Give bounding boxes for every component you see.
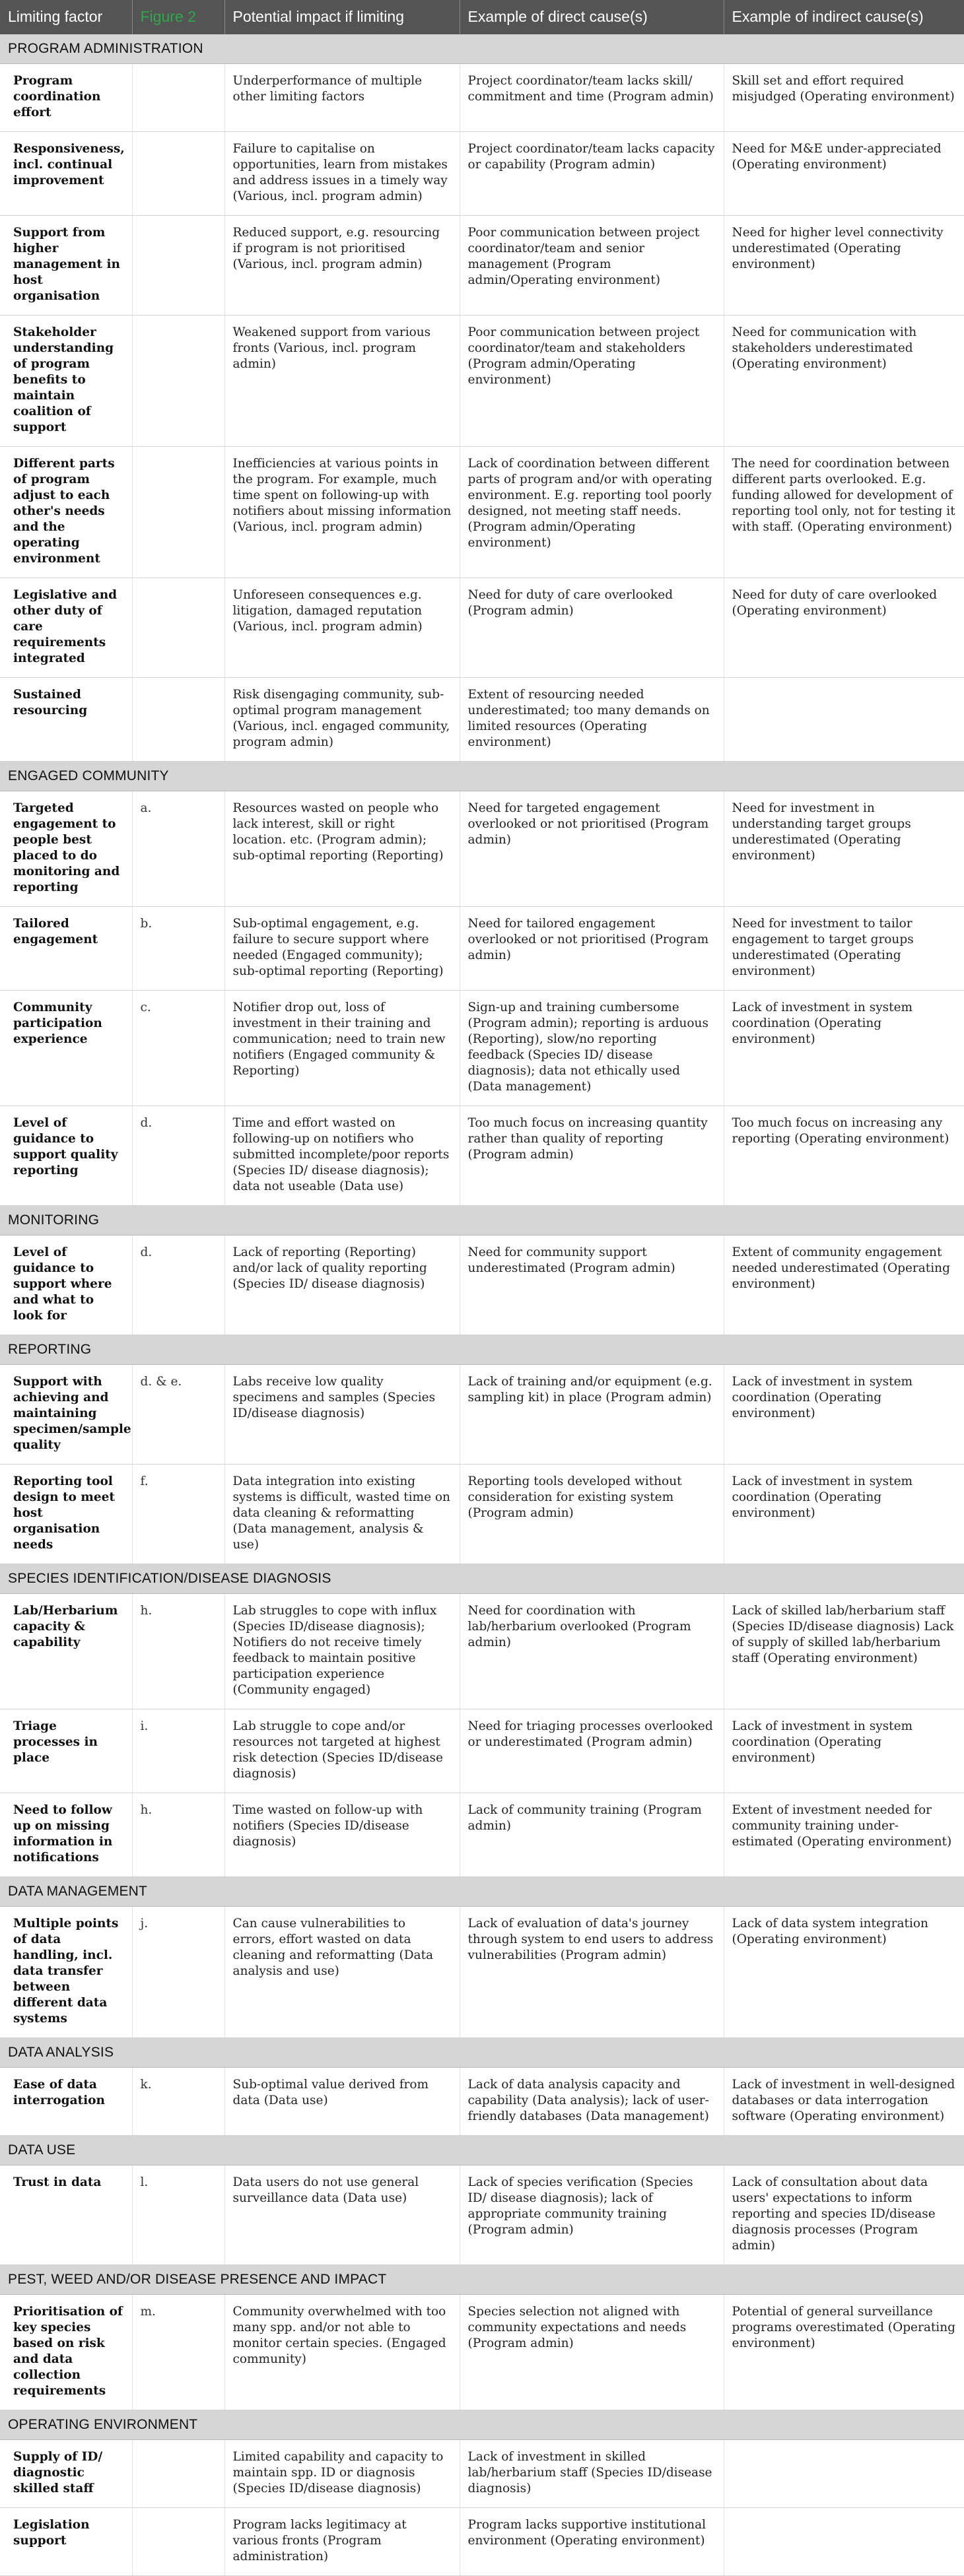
limiting-factor-cell: Program coordination effort (0, 64, 132, 132)
direct-cause-cell: Poor communication between project coordinator/team and senior management (Program admin/Operating environment) (460, 216, 724, 315)
direct-cause-cell: Lack of data analysis capacity and capability (Data analysis); lack of user-friendly databases (Data management) (460, 2068, 724, 2136)
table-row (0, 2165, 964, 2265)
figure-ref-cell: d. (132, 1106, 224, 1206)
impact-cell: Labs receive low quality specimens and samples (Species ID/disease diagnosis) (224, 1365, 460, 1465)
table-row (0, 1236, 964, 1335)
indirect-cause-cell: Lack of investment in system coordination (Operating environment) (724, 1465, 964, 1564)
limiting-factor-cell: Support from higher management in host organisation (0, 216, 132, 315)
figure-ref-cell: d. (132, 1236, 224, 1335)
impact-cell: Resources wasted on people who lack interest, skill or right location. etc. (Program admin); sub-optimal reporting (Reporting) (224, 791, 460, 907)
limiting-factor-cell: Legislation support (0, 2508, 132, 2576)
impact-cell: Lab struggle to cope and/or resources not targeted at highest risk detection (Species ID/disease diagnosis) (224, 1709, 460, 1793)
direct-cause-cell: Lack of community training (Program admin) (460, 1793, 724, 1877)
section-row (0, 34, 964, 64)
limiting-factor-cell: Targeted engagement to people best placed to do monitoring and reporting (0, 791, 132, 907)
header-row (0, 0, 964, 34)
indirect-cause-cell (724, 2508, 964, 2576)
direct-cause-cell: Project coordinator/team lacks skill/ commitment and time (Program admin) (460, 64, 724, 132)
table-row (0, 578, 964, 678)
header-figure-link[interactable]: Figure 2 (132, 0, 224, 34)
limiting-factor-cell: Supply of ID/ diagnostic skilled staff (0, 2440, 132, 2508)
limiting-factor-cell: Level of guidance to support quality reporting (0, 1106, 132, 1206)
figure-ref-cell (132, 578, 224, 678)
section-title: DATA MANAGEMENT (0, 1877, 964, 1907)
section-row (0, 1877, 964, 1907)
limiting-factor-cell: Legislative and other duty of care requirements integrated (0, 578, 132, 678)
impact-cell: Inefficiencies at various points in the program. For example, much time spent on following-up with notifiers about missing information (Various, incl. program admin) (224, 447, 460, 578)
table-row (0, 1594, 964, 1709)
section-title: PROGRAM ADMINISTRATION (0, 34, 964, 64)
table-row (0, 791, 964, 907)
direct-cause-cell: Species selection not aligned with community expectations and needs (Program admin) (460, 2295, 724, 2410)
table-row (0, 447, 964, 578)
figure-ref-cell: h. (132, 1793, 224, 1877)
figure-ref-cell (132, 2508, 224, 2576)
table-row (0, 315, 964, 447)
table-row (0, 2440, 964, 2508)
figure-ref-cell (132, 678, 224, 762)
impact-cell: Limited capability and capacity to maintain spp. ID or diagnosis (Species ID/disease diagnosis) (224, 2440, 460, 2508)
indirect-cause-cell: Lack of investment in well-designed databases or data interrogation software (Operating environment) (724, 2068, 964, 2136)
indirect-cause-cell: Need for duty of care overlooked (Operating environment) (724, 578, 964, 678)
indirect-cause-cell: Extent of community engagement needed underestimated (Operating environment) (724, 1236, 964, 1335)
section-row (0, 2265, 964, 2295)
direct-cause-cell: Extent of resourcing needed underestimated; too many demands on limited resources (Operating environment) (460, 678, 724, 762)
impact-cell: Can cause vulnerabilities to errors, effort wasted on data cleaning and reformatting (Data analysis and use) (224, 1907, 460, 2038)
header-direct-cause: Example of direct cause(s) (460, 0, 724, 34)
limiting-factor-cell: Reporting tool design to meet host organisation needs (0, 1465, 132, 1564)
limiting-factor-cell: Different parts of program adjust to each other's needs and the operating environment (0, 447, 132, 578)
direct-cause-cell: Need for tailored engagement overlooked or not prioritised (Program admin) (460, 907, 724, 991)
figure-ref-cell (132, 216, 224, 315)
section-title: PEST, WEED AND/OR DISEASE PRESENCE AND IMPACT (0, 2265, 964, 2295)
figure-ref-cell: h. (132, 1594, 224, 1709)
direct-cause-cell: Lack of coordination between different parts of program and/or with operating environment. E.g. reporting tool poorly designed, not meeting staff needs. (Program admin/Operating environment) (460, 447, 724, 578)
limiting-factor-cell: Responsiveness, incl. continual improvement (0, 132, 132, 216)
direct-cause-cell: Lack of species verification (Species ID/ disease diagnosis); lack of appropriate community training (Program admin) (460, 2165, 724, 2265)
table-body (0, 34, 964, 2576)
header-indirect-cause: Example of indirect cause(s) (724, 0, 964, 34)
indirect-cause-cell: Extent of investment needed for community training under-estimated (Operating environment) (724, 1793, 964, 1877)
limiting-factor-cell: Multiple points of data handling, incl. data transfer between different data systems (0, 1907, 132, 2038)
table-row (0, 1365, 964, 1465)
section-row (0, 762, 964, 791)
figure-ref-cell (132, 2440, 224, 2508)
section-row (0, 1564, 964, 1594)
section-title: ENGAGED COMMUNITY (0, 762, 964, 791)
direct-cause-cell: Lack of training and/or equipment (e.g. sampling kit) in place (Program admin) (460, 1365, 724, 1465)
impact-cell: Weakened support from various fronts (Various, incl. program admin) (224, 315, 460, 447)
limiting-factor-cell: Sustained resourcing (0, 678, 132, 762)
limiting-factor-cell: Level of guidance to support where and what to look for (0, 1236, 132, 1335)
table-row (0, 2068, 964, 2136)
section-title: SPECIES IDENTIFICATION/DISEASE DIAGNOSIS (0, 1564, 964, 1594)
indirect-cause-cell: Lack of investment in system coordination (Operating environment) (724, 991, 964, 1106)
section-row (0, 1335, 964, 1365)
section-title: DATA USE (0, 2136, 964, 2165)
table-header (0, 0, 964, 34)
limiting-factor-cell: Triage processes in place (0, 1709, 132, 1793)
table-row (0, 2295, 964, 2410)
section-row (0, 2136, 964, 2165)
direct-cause-cell: Need for targeted engagement overlooked or not prioritised (Program admin) (460, 791, 724, 907)
table-row (0, 216, 964, 315)
figure-ref-cell: m. (132, 2295, 224, 2410)
limiting-factor-cell: Stakeholder understanding of program benefits to maintain coalition of support (0, 315, 132, 447)
limiting-factor-cell: Support with achieving and maintaining specimen/sample quality (0, 1365, 132, 1465)
direct-cause-cell: Project coordinator/team lacks capacity or capability (Program admin) (460, 132, 724, 216)
limiting-factor-cell: Need to follow up on missing information in notifications (0, 1793, 132, 1877)
figure-ref-cell: a. (132, 791, 224, 907)
impact-cell: Failure to capitalise on opportunities, learn from mistakes and address issues in a timely way (Various, incl. program admin) (224, 132, 460, 216)
direct-cause-cell: Too much focus on increasing quantity rather than quality of reporting (Program admin) (460, 1106, 724, 1206)
impact-cell: Underperformance of multiple other limiting factors (224, 64, 460, 132)
direct-cause-cell: Sign-up and training cumbersome (Program admin); reporting is arduous (Reporting), slow/no reporting feedback (Species ID/ disease diagnosis); data not ethically used (Data management) (460, 991, 724, 1106)
indirect-cause-cell (724, 2440, 964, 2508)
direct-cause-cell: Reporting tools developed without consideration for existing system (Program admin) (460, 1465, 724, 1564)
figure-ref-cell (132, 132, 224, 216)
indirect-cause-cell: Need for investment to tailor engagement to target groups underestimated (Operating environment) (724, 907, 964, 991)
section-title: REPORTING (0, 1335, 964, 1365)
impact-cell: Data users do not use general surveillance data (Data use) (224, 2165, 460, 2265)
indirect-cause-cell: Need for M&E under-appreciated (Operating environment) (724, 132, 964, 216)
impact-cell: Program lacks legitimacy at various fronts (Program administration) (224, 2508, 460, 2576)
figure-ref-cell (132, 447, 224, 578)
impact-cell: Time and effort wasted on following-up on notifiers who submitted incomplete/poor reports (Species ID/ disease diagnosis); data not useable (Data use) (224, 1106, 460, 1206)
impact-cell: Lack of reporting (Reporting) and/or lack of quality reporting (Species ID/ disease diagnosis) (224, 1236, 460, 1335)
figure-ref-cell: f. (132, 1465, 224, 1564)
direct-cause-cell: Program lacks supportive institutional environment (Operating environment) (460, 2508, 724, 2576)
figure-ref-cell: l. (132, 2165, 224, 2265)
table-row (0, 907, 964, 991)
figure-ref-cell (132, 64, 224, 132)
indirect-cause-cell: Potential of general surveillance programs overestimated (Operating environment) (724, 2295, 964, 2410)
direct-cause-cell: Need for coordination with lab/herbarium overlooked (Program admin) (460, 1594, 724, 1709)
impact-cell: Notifier drop out, loss of investment in their training and communication; need to train new notifiers (Engaged community & Reporting) (224, 991, 460, 1106)
table-row (0, 1465, 964, 1564)
table-row (0, 64, 964, 132)
section-title: DATA ANALYSIS (0, 2038, 964, 2068)
indirect-cause-cell: Lack of investment in system coordination (Operating environment) (724, 1365, 964, 1465)
table-row (0, 132, 964, 216)
indirect-cause-cell: Need for higher level connectivity underestimated (Operating environment) (724, 216, 964, 315)
indirect-cause-cell: The need for coordination between different parts overlooked. E.g. funding allowed for development of reporting tool only, not for testing it with staff. (Operating environment) (724, 447, 964, 578)
indirect-cause-cell: Lack of skilled lab/herbarium staff (Species ID/disease diagnosis) Lack of supply of skilled lab/herbarium staff (Operating environment) (724, 1594, 964, 1709)
figure-ref-cell: k. (132, 2068, 224, 2136)
direct-cause-cell: Need for triaging processes overlooked or underestimated (Program admin) (460, 1709, 724, 1793)
header-limiting-factor: Limiting factor (0, 0, 132, 34)
table-row (0, 2508, 964, 2576)
impact-cell: Sub-optimal value derived from data (Data use) (224, 2068, 460, 2136)
direct-cause-cell: Poor communication between project coordinator/team and stakeholders (Program admin/Operating environment) (460, 315, 724, 447)
limiting-factor-cell: Lab/Herbarium capacity & capability (0, 1594, 132, 1709)
indirect-cause-cell: Skill set and effort required misjudged (Operating environment) (724, 64, 964, 132)
table-row (0, 1106, 964, 1206)
indirect-cause-cell: Need for communication with stakeholders underestimated (Operating environment) (724, 315, 964, 447)
impact-cell: Unforeseen consequences e.g. litigation, damaged reputation (Various, incl. program admin) (224, 578, 460, 678)
impact-cell: Reduced support, e.g. resourcing if program is not prioritised (Various, incl. program admin) (224, 216, 460, 315)
table-row (0, 1793, 964, 1877)
figure-ref-cell (132, 315, 224, 447)
limiting-factor-cell: Ease of data interrogation (0, 2068, 132, 2136)
limiting-factor-cell: Prioritisation of key species based on risk and data collection requirements (0, 2295, 132, 2410)
table-row (0, 678, 964, 762)
indirect-cause-cell: Need for investment in understanding target groups underestimated (Operating environment) (724, 791, 964, 907)
limiting-factor-cell: Tailored engagement (0, 907, 132, 991)
limiting-factor-cell: Trust in data (0, 2165, 132, 2265)
section-title: OPERATING ENVIRONMENT (0, 2410, 964, 2440)
impact-cell: Lab struggles to cope with influx (Species ID/disease diagnosis); Notifiers do not receive timely feedback to maintain positive participation experience (Community engaged) (224, 1594, 460, 1709)
section-row (0, 2410, 964, 2440)
figure-ref-cell: i. (132, 1709, 224, 1793)
figure-ref-cell: c. (132, 991, 224, 1106)
figure-ref-cell: j. (132, 1907, 224, 2038)
direct-cause-cell: Lack of evaluation of data's journey through system to end users to address vulnerabilities (Program admin) (460, 1907, 724, 2038)
table-row (0, 991, 964, 1106)
impact-cell: Community overwhelmed with too many spp. and/or not able to monitor certain species. (Engaged community) (224, 2295, 460, 2410)
impact-cell: Risk disengaging community, sub-optimal program management (Various, incl. engaged community, program admin) (224, 678, 460, 762)
impact-cell: Data integration into existing systems is difficult, wasted time on data cleaning & reformatting (Data management, analysis & use) (224, 1465, 460, 1564)
impact-cell: Sub-optimal engagement, e.g. failure to secure support where needed (Engaged community); sub-optimal reporting (Reporting) (224, 907, 460, 991)
section-row (0, 1206, 964, 1236)
indirect-cause-cell: Too much focus on increasing any reporting (Operating environment) (724, 1106, 964, 1206)
impact-cell: Time wasted on follow-up with notifiers (Species ID/disease diagnosis) (224, 1793, 460, 1877)
header-impact: Potential impact if limiting (224, 0, 460, 34)
direct-cause-cell: Lack of investment in skilled lab/herbarium staff (Species ID/disease diagnosis) (460, 2440, 724, 2508)
figure-ref-cell: b. (132, 907, 224, 991)
section-title: MONITORING (0, 1206, 964, 1236)
direct-cause-cell: Need for community support underestimated (Program admin) (460, 1236, 724, 1335)
section-row (0, 2038, 964, 2068)
indirect-cause-cell: Lack of consultation about data users' expectations to inform reporting and species ID/disease diagnosis processes (Program admin) (724, 2165, 964, 2265)
limiting-factor-cell: Community participation experience (0, 991, 132, 1106)
indirect-cause-cell: Lack of data system integration (Operating environment) (724, 1907, 964, 2038)
indirect-cause-cell (724, 678, 964, 762)
figure-ref-cell: d. & e. (132, 1365, 224, 1465)
indirect-cause-cell: Lack of investment in system coordination (Operating environment) (724, 1709, 964, 1793)
direct-cause-cell: Need for duty of care overlooked (Program admin) (460, 578, 724, 678)
table-row (0, 1907, 964, 2038)
table-row (0, 1709, 964, 1793)
